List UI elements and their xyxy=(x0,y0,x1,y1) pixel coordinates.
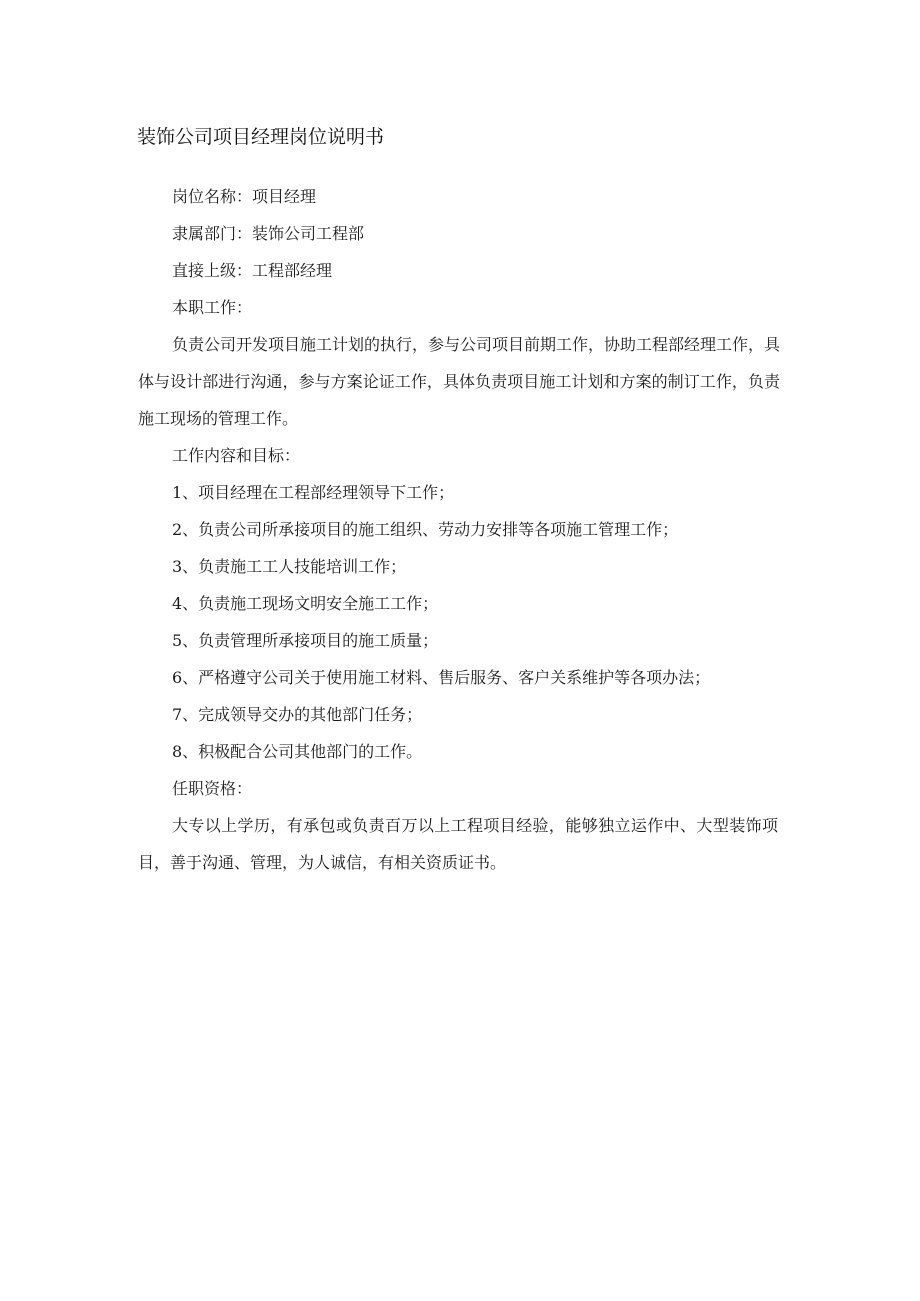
goal-item: 3、负责施工工人技能培训工作； xyxy=(172,557,407,576)
document-body xyxy=(138,178,788,881)
goal-item: 2、负责公司所承接项目的施工组织、劳动力安排等各项施工管理工作； xyxy=(172,520,679,539)
goal-item: 6、严格遵守公司关于使用施工材料、售后服务、客户关系维护等各项办法； xyxy=(172,668,711,687)
qualification-paragraph: 大专以上学历，有承包或负责百万以上工程项目经验，能够独立运作中、大型装饰项目，善于沟通、管理，为人诚信，有相关资质证书。 xyxy=(138,816,778,872)
position-name: 岗位名称：项目经理 xyxy=(172,187,317,206)
duties-heading: 本职工作： xyxy=(172,298,253,317)
qualification-heading: 任职资格： xyxy=(172,779,253,798)
direct-supervisor: 直接上级：工程部经理 xyxy=(172,261,333,280)
department: 隶属部门：装饰公司工程部 xyxy=(172,224,365,243)
document-title: 装饰公司项目经理岗位说明书 xyxy=(137,126,385,148)
goals-heading: 工作内容和目标： xyxy=(172,446,301,465)
goal-item: 5、负责管理所承接项目的施工质量； xyxy=(172,631,439,650)
goal-item: 1、项目经理在工程部经理领导下工作； xyxy=(172,483,455,502)
duties-paragraph: 负责公司开发项目施工计划的执行，参与公司项目前期工作，协助工程部经理工作，具体与设计部进行沟通，参与方案论证工作，具体负责项目施工计划和方案的制订工作，负责施工现场的管理工作。 xyxy=(138,335,781,428)
goal-item: 7、完成领导交办的其他部门任务； xyxy=(172,705,423,724)
goal-item: 4、负责施工现场文明安全施工工作； xyxy=(172,594,439,613)
goal-item: 8、积极配合公司其他部门的工作。 xyxy=(172,742,423,761)
